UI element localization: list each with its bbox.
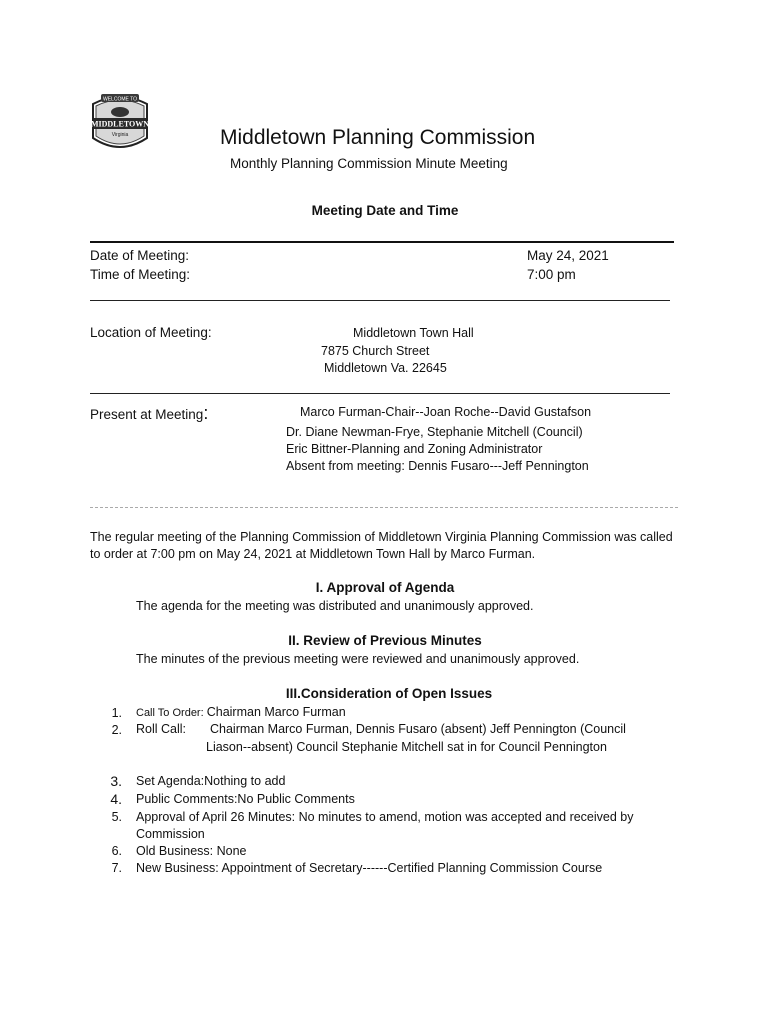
present-label <box>90 403 208 424</box>
date-label: Date of Meeting: <box>90 248 190 263</box>
item-prefix: Call To Order: <box>136 707 207 719</box>
time-label: Time of Meeting: <box>90 267 191 282</box>
item-number: 3. <box>110 773 122 789</box>
item-text: Public Comments:No Public Comments <box>136 792 355 806</box>
item-text: Chairman Marco Furman <box>206 705 346 719</box>
item-text: Set Agenda:Nothing to add <box>136 774 286 788</box>
section-text-agenda: The agenda for the meeting was distributed and unanimously approved. <box>136 599 534 613</box>
section-text-minutes: The minutes of the previous meeting were reviewed and unanimously approved. <box>136 652 580 666</box>
document-title: Middletown Planning Commission <box>220 126 536 149</box>
meeting-date-heading: Meeting Date and Time <box>311 203 459 218</box>
divider <box>90 241 674 243</box>
item-number: 1. <box>111 706 122 720</box>
present-label-colon: : <box>203 403 209 423</box>
location-label: Location of Meeting: <box>90 325 212 340</box>
item-number: 6. <box>111 844 122 858</box>
item-text: Chairman Marco Furman, Dennis Fusaro (absent) Jeff Pennington (Council <box>210 722 626 736</box>
attendee-line: Eric Bittner-Planning and Zoning Administrator <box>286 442 543 456</box>
logo-sub-text: Virginia <box>111 132 129 138</box>
item-text: Approval of April 26 Minutes: No minutes to amend, motion was accepted and received by <box>136 810 634 824</box>
divider <box>90 300 670 301</box>
attendee-line: Marco Furman-Chair--Joan Roche--David Gustafson <box>300 405 592 419</box>
location-line: 7875 Church Street <box>321 344 430 358</box>
item-prefix: Roll Call: <box>136 722 187 736</box>
present-label-text: Present at Meeting <box>90 407 204 422</box>
intro-paragraph: The regular meeting of the Planning Commission of Middletown Virginia Planning Commission was called to order at 7:00 pm on May 24, 2021 at Middletown Town Hall by Marco Furman. <box>90 530 673 561</box>
divider <box>90 393 670 394</box>
logo-top-text: WELCOME TO <box>103 96 137 103</box>
item-continuation: Liason--absent) Council Stephanie Mitchell sat in for Council Pennington <box>206 740 607 754</box>
list-item <box>136 705 346 719</box>
document-subtitle: Monthly Planning Commission Minute Meeting <box>230 156 508 171</box>
item-text: New Business: Appointment of Secretary------Certified Planning Commission Course <box>136 861 603 875</box>
time-value: 7:00 pm <box>527 267 576 282</box>
logo-name-text: MIDDLETOWN <box>90 119 150 129</box>
item-number: 7. <box>111 861 122 875</box>
divider <box>90 507 678 508</box>
attendee-line: Absent from meeting: Dennis Fusaro---Jeff Pennington <box>286 459 589 473</box>
item-number: 4. <box>110 791 122 807</box>
location-line: Middletown Town Hall <box>353 326 474 340</box>
section-heading-minutes: II. Review of Previous Minutes <box>288 633 482 648</box>
item-number: 5. <box>111 810 122 824</box>
item-text: Old Business: None <box>136 844 247 858</box>
section-heading-open-issues: III.Consideration of Open Issues <box>285 686 493 701</box>
attendee-line: Dr. Diane Newman-Frye, Stephanie Mitchell (Council) <box>286 425 583 439</box>
section-heading-agenda: I. Approval of Agenda <box>315 580 455 595</box>
date-value: May 24, 2021 <box>527 248 609 263</box>
item-continuation: Commission <box>136 827 205 841</box>
location-line: Middletown Va. 22645 <box>324 361 447 375</box>
item-number: 2. <box>111 723 122 737</box>
